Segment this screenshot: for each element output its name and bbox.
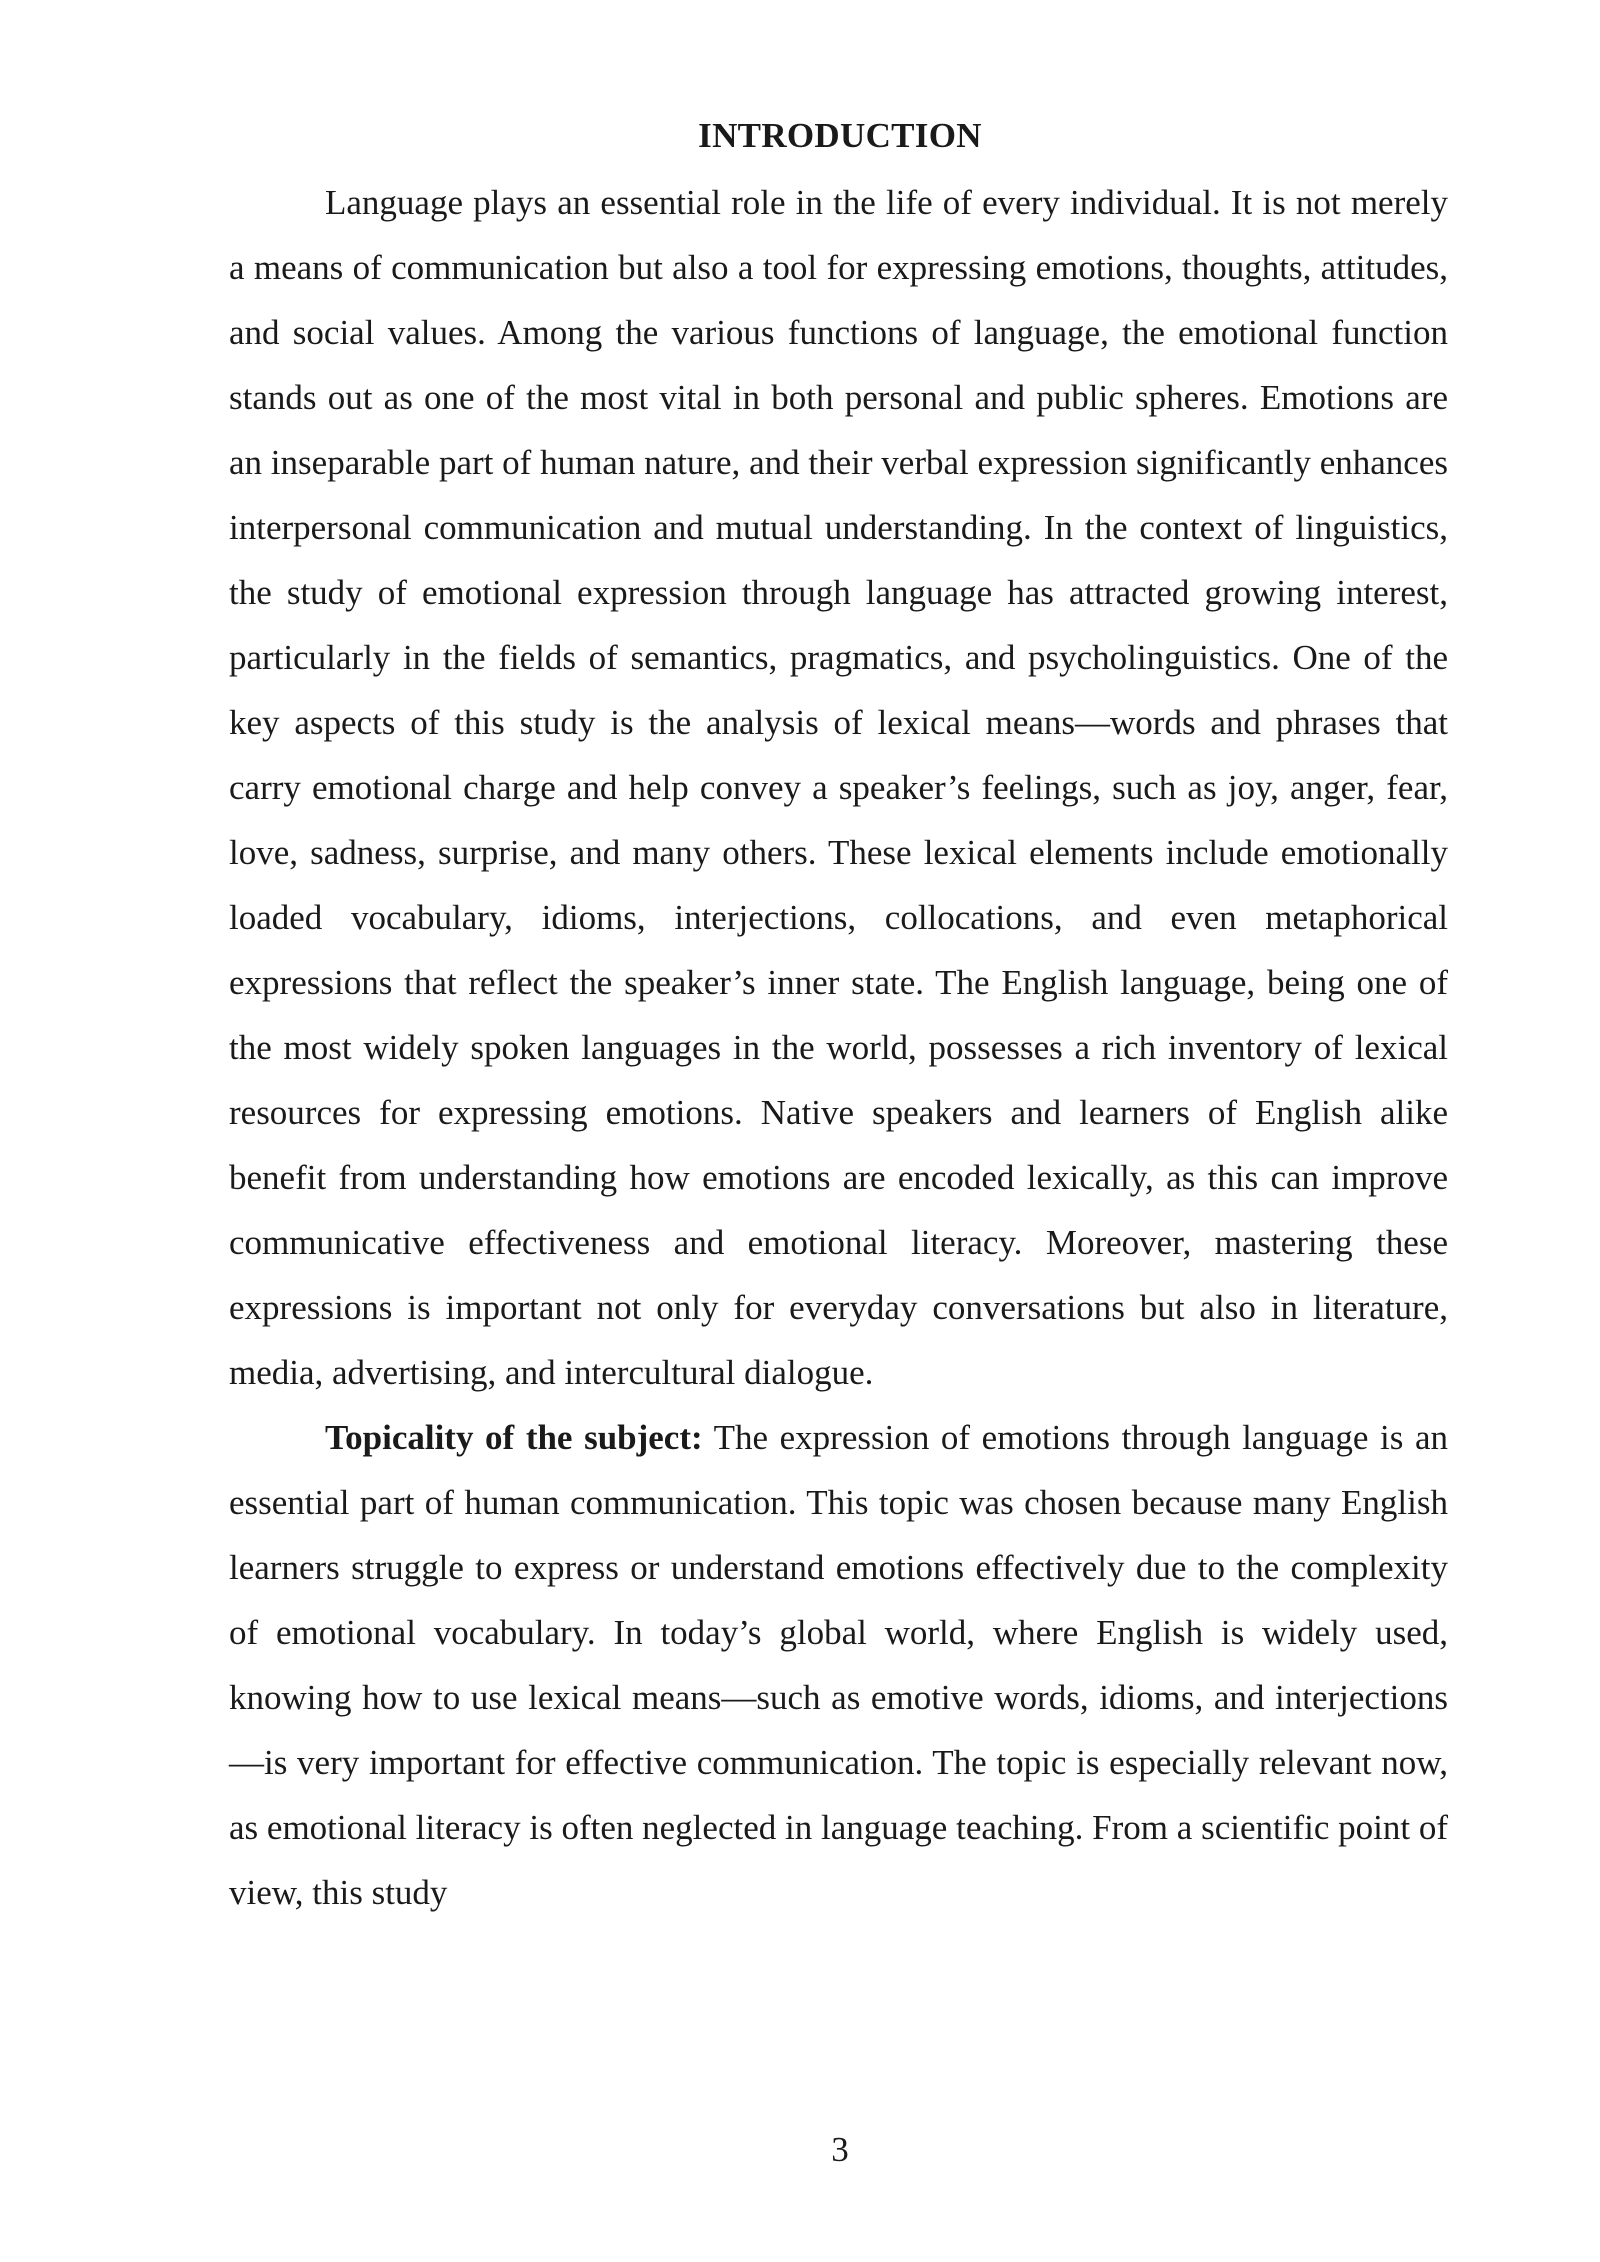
paragraph-introduction <box>229 170 1448 1405</box>
paragraph-label: Topicality of the subject: <box>325 1418 703 1457</box>
section-heading: INTRODUCTION <box>698 116 982 155</box>
paragraph-text: The expression of emotions through language is an essential part of human communication. This topic was chosen because many English learners struggle to express or understand emotions effectively due to the complexity of emotional vocabulary. In today’s global world, where English is widely used, knowing how to use lexical means—such as emotive words, idioms, and interjections—is very important for effective communication. The topic is especially relevant now, as emotional literacy is often neglected in language teaching. From a scientific point of view, this study <box>229 1418 1448 1912</box>
paragraph-text: Language plays an essential role in the life of every individual. It is not merely a means of communication but also a tool for expressing emotions, thoughts, attitudes, and social values. Among the various functions of language, the emotional function stands out as one of the most vital in both personal and public spheres. Emotions are an inseparable part of human nature, and their verbal expression significantly enhances interpersonal communication and mutual understanding. In the context of linguistics, the study of emotional expression through language has attracted growing interest, particularly in the fields of semantics, pragmatics, and psycholinguistics. One of the key aspects of this study is the analysis of lexical means—words and phrases that carry emotional charge and help convey a speaker’s feelings, such as joy, anger, fear, love, sadness, surprise, and many others. These lexical elements include emotionally loaded vocabulary, idioms, interjections, collocations, and even metaphorical expressions that reflect the speaker’s inner state. The English language, being one of the most widely spoken languages in the world, possesses a rich inventory of lexical resources for expressing emotions. Native speakers and learners of English alike benefit from understanding how emotions are encoded lexically, as this can improve communicative effectiveness and emotional literacy. Moreover, mastering these expressions is important not only for everyday conversations but also in literature, media, advertising, and intercultural dialogue. <box>229 183 1448 1392</box>
paragraph-topicality <box>229 1405 1448 1925</box>
page-number: 3 <box>831 2130 849 2169</box>
body-text <box>229 170 1448 1925</box>
